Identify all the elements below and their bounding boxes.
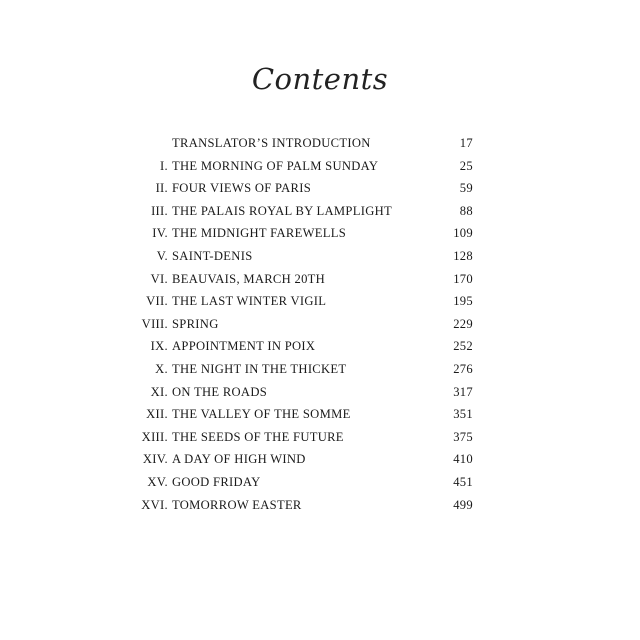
page-number: 109 xyxy=(453,226,473,241)
chapter-title: THE VALLEY OF THE SOMME xyxy=(172,407,351,422)
page-number: 59 xyxy=(459,181,473,196)
chapter-number: XII. xyxy=(146,407,168,422)
chapter-title: THE SEEDS OF THE FUTURE xyxy=(172,429,344,444)
page-number: 170 xyxy=(453,271,473,286)
toc-entry xyxy=(0,270,640,293)
toc-entry xyxy=(0,405,640,428)
chapter-number: VII. xyxy=(146,294,168,309)
toc-entry xyxy=(0,473,640,496)
toc-entry xyxy=(0,202,640,225)
chapter-title: BEAUVAIS, MARCH 20TH xyxy=(172,271,326,286)
toc-entry xyxy=(0,224,640,247)
toc-entry xyxy=(0,134,640,157)
toc-entry xyxy=(0,360,640,383)
page-number: 499 xyxy=(453,497,473,512)
page-number: 451 xyxy=(453,474,473,489)
chapter-title: GOOD FRIDAY xyxy=(172,474,261,489)
chapter-title: THE MIDNIGHT FAREWELLS xyxy=(172,226,347,241)
toc-entry xyxy=(0,179,640,202)
page-number: 17 xyxy=(459,136,473,150)
page-number: 195 xyxy=(453,294,473,309)
chapter-title: FOUR VIEWS OF PARIS xyxy=(172,181,312,196)
chapter-title: THE LAST WINTER VIGIL xyxy=(172,294,327,309)
chapter-title: TOMORROW EASTER xyxy=(172,497,302,512)
page-number: 25 xyxy=(459,158,473,173)
chapter-number: III. xyxy=(151,203,168,218)
page-number: 351 xyxy=(453,407,473,422)
chapter-title: THE MORNING OF PALM SUNDAY xyxy=(172,158,379,173)
toc-entry xyxy=(0,450,640,473)
chapter-number: V. xyxy=(156,248,168,263)
toc-entry xyxy=(0,337,640,360)
chapter-title: ON THE ROADS xyxy=(172,384,268,399)
page-number: 229 xyxy=(453,316,473,331)
toc-entry xyxy=(0,428,640,451)
chapter-title: THE NIGHT IN THE THICKET xyxy=(172,361,347,376)
chapter-number: XIII. xyxy=(141,429,168,444)
page-number: 317 xyxy=(453,384,473,399)
toc-entry xyxy=(0,383,640,406)
chapter-title: SAINT-DENIS xyxy=(172,248,253,263)
page-number: 375 xyxy=(453,429,473,444)
toc-entry xyxy=(0,315,640,338)
toc-entry xyxy=(0,157,640,180)
chapter-title: APPOINTMENT IN POIX xyxy=(172,339,316,354)
chapter-number: VI. xyxy=(150,271,168,286)
toc-entry xyxy=(0,292,640,315)
chapter-number: VIII. xyxy=(141,316,168,331)
chapter-number: IV. xyxy=(152,226,168,241)
chapter-title: A DAY OF HIGH WIND xyxy=(172,452,306,467)
page-number: 252 xyxy=(453,339,473,354)
chapter-number: XV. xyxy=(147,474,168,489)
chapter-title: TRANSLATOR’S INTRODUCTION xyxy=(172,136,371,150)
chapter-number: XI. xyxy=(150,384,168,399)
chapter-number: X. xyxy=(155,361,168,376)
page-number: 276 xyxy=(453,361,473,376)
chapter-number: II. xyxy=(155,181,168,196)
toc-entry xyxy=(0,496,640,519)
chapter-number: XVI. xyxy=(141,497,168,512)
page-number: 128 xyxy=(453,248,473,263)
page-number: 410 xyxy=(453,452,473,467)
page-number: 88 xyxy=(459,203,473,218)
toc-entry xyxy=(0,247,640,270)
page-title: Contents xyxy=(251,62,389,96)
table-of-contents xyxy=(0,134,640,518)
chapter-number: XIV. xyxy=(142,452,168,467)
chapter-title: THE PALAIS ROYAL BY LAMPLIGHT xyxy=(172,203,392,218)
chapter-number: I. xyxy=(160,158,168,173)
chapter-title: SPRING xyxy=(172,316,219,331)
chapter-number: IX. xyxy=(150,339,168,354)
